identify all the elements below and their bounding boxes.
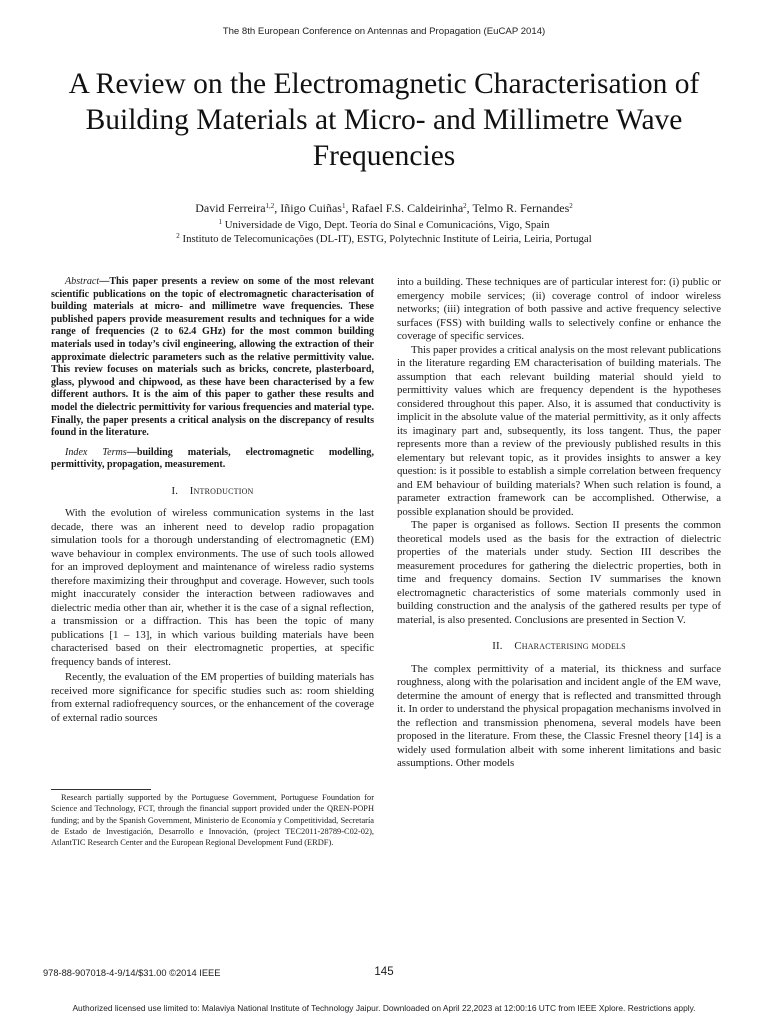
intro-paragraph: The paper is organised as follows. Section II presents the common theoretical models used as the basis for the extraction of dielectric properties of the materials under study. Section III describes the measurement procedures for gathering the dielectric properties, both in time and frequency domains. Section IV summarises the known electromagnetic characteristics of some materials commonly used in building construction and the analysis of the gathered results per type of material, is also presented. Conclusions are presented in Section V. [397,519,721,626]
author-name: Telmo R. Fernandes [472,201,570,215]
abstract-lead: Abstract [65,276,100,287]
section-heading-introduction [51,485,374,499]
index-terms-lead: Index Terms [65,446,127,458]
author-affil-sup: 2 [463,202,467,210]
author-separator: , [274,201,281,215]
index-terms-text: —building materials, electromagnetic modelling, permittivity, propagation, measurement. [51,446,374,471]
affiliation-text: Universidade de Vigo, Dept. Teoría do Sinal e Comunicacións, Vigo, Spain [224,219,550,231]
license-notice: Authorized licensed use limited to: Malaviya National Institute of Technology Jaipur. Downloaded on April 22,2023 at 12:00:16 UTC from IEEE Xplore. Restrictions apply. [72,1003,696,1013]
section-title: Introduction [189,484,254,497]
funding-footnote: Research partially supported by the Portuguese Government, Portuguese Foundation for Science and Technology, FCT, through the financial support provided under the QREN-POPH funding; and by the Spanish Government, Ministerio de Economía y Competitividad, Secretaría de Estado de Investigación, Desarrollo e Innovación, (project TEC2011-28789-C02-02), AtlantTIC Research Center and the European Regional Development Fund (ERDF). [51,793,374,848]
intro-paragraph: Recently, the evaluation of the EM properties of building materials has received more significance for specific studies such as: room shielding from external radiofrequency sources, or the enhancement of the coverage of external radio sources [51,671,374,724]
author-separator: , [345,201,352,215]
author-name: David Ferreira [195,201,266,215]
affiliation-1 [0,218,768,232]
affiliation-sup: 2 [176,232,180,240]
author-name: Rafael F.S. Caldeirinha [351,201,464,215]
footnote-divider [51,789,151,790]
section2-paragraph: The complex permittivity of a material, its thickness and surface roughness, along with the polarisation and incident angle of the EM wave, determine the amount of energy that is reflected and transmitted through it. In order to understand the physical propagation mechanisms involved in the reflection and transmission phenomena, several models have been proposed in the literature. From these, the Classic Fresnel theory [14] is a widely used formulation albeit with some inherent limitations and basic assumptions. Other models [397,662,721,769]
intro-paragraph: With the evolution of wireless communication systems in the last decade, there was an inherent need to develop radio propagation simulation tools for a thorough understanding of electromagnetic (EM) wave behaviour in complex environments. The use of such tools allowed for an improved deployment and maintenance of wireless radio systems therefore maximizing their throughput and coverage. However, such tools might inaccurately consider the interaction between radiowaves and dielectric media other than air, whether it is the case of a signal reflection, a transmission or a diffraction. This has been the topic of many publications [1 – 13], in which various building materials have been characterised based on their electromagnetic properties, at specific frequency bands of interest. [51,507,374,668]
author-affil-sup: 2 [569,202,573,210]
index-terms [51,447,374,472]
abstract-text: —This paper presents a review on some of the most relevant scientific publications on the topic of electromagnetic characterisation of building materials at micro- and millimetre wave frequencies. These published papers provide measurement results and techniques for a wide range of frequencies (2 to 62.4 GHz) for the most common building materials used in today’s civil engineering, allowing the extraction of their approximate dielectric parameters such as the relative permittivity value. This review focuses on materials such as bricks, concrete, plasterboard, glass, plywood and chipwood, as these have been characterised by a few different authors. It is the aim of this paper to gather these results and model the dielectric permittivity for various frequencies and material type. Finally, the paper presents a critical analysis on the discrepancy of results found in the literature. [51,276,374,439]
left-column [51,276,374,725]
affiliation-text: Instituto de Telecomunicações (DL-IT), ESTG, Polytechnic Institute of Leiria, Leiria, Portugal [182,233,592,245]
abstract [51,276,374,440]
author-list [0,200,768,216]
paper-title: A Review on the Electromagnetic Characterisation of Building Materials at Micro- and Millimetre Wave Frequencies [68,68,700,172]
affiliation-sup: 1 [218,218,222,226]
right-column [397,276,721,771]
intro-continuation: into a building. These techniques are of particular interest for: (i) public or emergency mobile services; (ii) coverage control of indoor wireless networks; (iii) integration of both passive and active frequency selective surfaces (FSS) with building walls to selectively confine or enhance the coverage of specific services. [397,276,721,342]
page-number: 145 [374,966,394,978]
author-affil-sup: 1 [341,202,346,210]
intro-paragraph: This paper provides a critical analysis on the most relevant publications in the literature regarding EM characterisation of building materials. The assumption that each relevant building material should yield to permittivity values which are frequency dependent is the hypotheses considered throughout this paper. Also, it is assumed that conductivity is implicit in the absolute value of the material permittivity, as it only affects its imaginary part and, subsequently, its loss tangent. Thus, the paper represents more than a review of the previously published results in this elementary but relevant topic, as it provides insights to answer a key question: is it possible to establish a simple correlation between frequency and EM behaviour of building materials? When such relation is found, a parameter extraction framework can be accomplished. Otherwise, a possible explanation should be provided. [397,343,721,518]
section-number: II. [492,640,503,652]
author-affil-sup: 1,2 [265,202,275,210]
author-separator: , [466,201,473,215]
author-name: Iñigo Cuiñas [280,201,342,215]
affiliation-2 [0,232,768,246]
section-title: Characterising models [514,640,626,652]
section-number: I. [171,484,179,497]
section-heading-characterising-models [397,640,721,654]
conference-header: The 8th European Conference on Antennas and Propagation (EuCAP 2014) [222,26,546,37]
isbn-copyright: 978-88-907018-4-9/14/$31.00 ©2014 IEEE [43,968,221,978]
